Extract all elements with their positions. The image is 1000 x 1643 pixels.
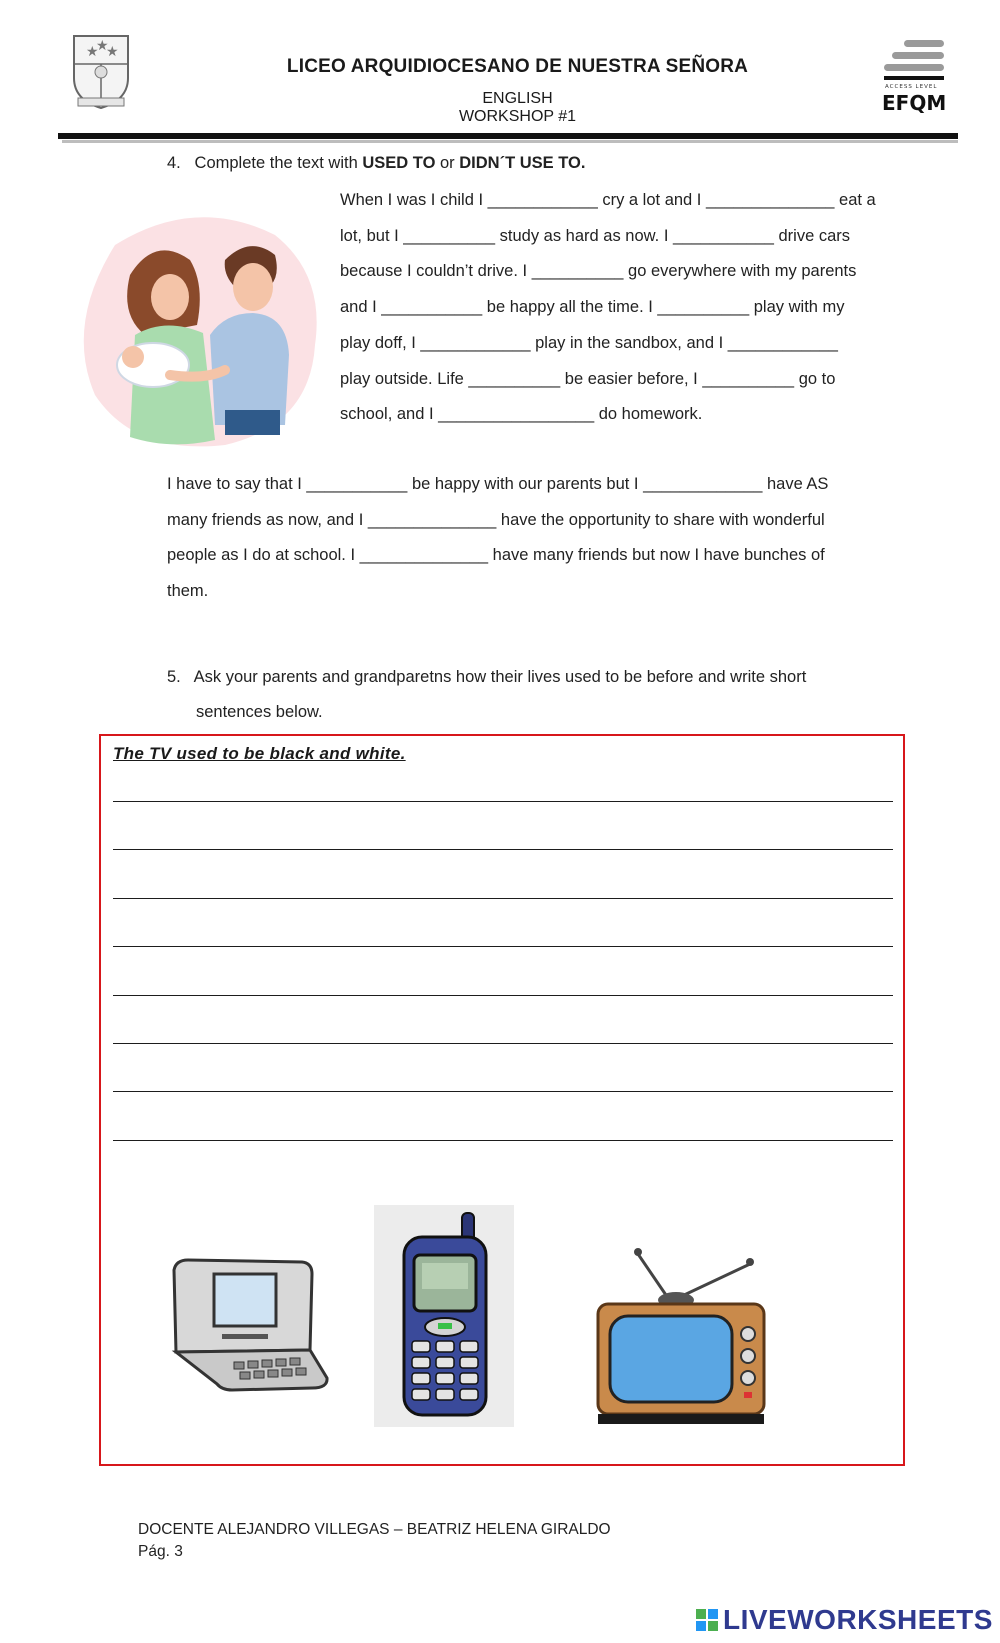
question-4-prompt xyxy=(167,146,585,182)
workshop-label: WORKSHOP #1 xyxy=(458,108,577,125)
efqm-text: EFQM xyxy=(882,91,947,115)
paragraph-2-line: people as I do at school. I ______________ have many friends but now I have bunches of xyxy=(167,546,825,565)
answer-line[interactable] xyxy=(113,946,893,947)
paragraph-1-line: lot, but I __________ study as hard as now. I ___________ drive cars xyxy=(340,226,851,245)
svg-text:★: ★ xyxy=(86,44,99,60)
footer-teachers: DOCENTE ALEJANDRO VILLEGAS – BEATRIZ HELENA GIRALDO xyxy=(138,1521,611,1538)
footer-page-number: Pág. 3 xyxy=(138,1543,183,1560)
answer-line[interactable] xyxy=(113,1043,893,1044)
paragraph-1-line: When I was I child I ____________ cry a lot and I ______________ eat a xyxy=(340,191,876,209)
answer-line[interactable] xyxy=(113,1091,893,1092)
option-used-to: USED TO xyxy=(362,154,436,172)
paragraph-1-line: school, and I _________________ do homework. xyxy=(340,405,703,424)
efqm-caption: ACCESS LEVEL xyxy=(885,84,938,90)
question-4-text: Complete the text with xyxy=(194,154,363,172)
subject-label: ENGLISH xyxy=(482,90,553,107)
paragraph-1-line: because I couldn’t drive. I __________ go everywhere with my parents xyxy=(340,262,857,281)
old-computer-image xyxy=(162,1238,337,1403)
paragraph-1-line: play outside. Life __________ be easier before, I __________ go to xyxy=(340,369,836,388)
paragraph-2-line: them. xyxy=(167,582,209,601)
svg-text:★: ★ xyxy=(106,44,119,60)
family-illustration xyxy=(75,205,325,455)
efqm-logo xyxy=(880,38,950,118)
paragraph-2-line: many friends as now, and I ______________ have the opportunity to share with wonderful xyxy=(167,510,825,529)
paragraph-1-line: play doff, I ____________ play in the sandbox, and I ____________ xyxy=(340,333,838,352)
answer-line[interactable] xyxy=(113,801,893,802)
question-4-paragraph-2 xyxy=(167,467,907,610)
answer-line[interactable] xyxy=(113,849,893,850)
header-divider-shadow xyxy=(62,140,958,143)
liveworksheets-logo[interactable] xyxy=(695,1603,993,1637)
answer-line[interactable] xyxy=(113,995,893,996)
old-mobile-phone-image xyxy=(374,1205,514,1427)
liveworksheets-icon xyxy=(695,1608,719,1632)
paragraph-1-line: and I ___________ be happy all the time. I __________ play with my xyxy=(340,298,845,317)
example-sentence: The TV used to be black and white. xyxy=(113,744,406,763)
question-5-prompt-cont: sentences below. xyxy=(196,703,323,721)
header-divider xyxy=(58,133,958,139)
liveworksheets-text: LIVEWORKSHEETS xyxy=(723,1604,993,1635)
old-television-image xyxy=(590,1238,770,1428)
question-4-or: or xyxy=(435,154,460,172)
answer-line[interactable] xyxy=(113,898,893,899)
question-4-number: 4. xyxy=(167,154,181,172)
svg-text:★: ★ xyxy=(96,38,109,54)
paragraph-2-line: I have to say that I ___________ be happy with our parents but I _____________ have AS xyxy=(167,475,829,493)
school-name: LICEO ARQUIDIOCESANO DE NUESTRA SEÑORA xyxy=(286,56,749,77)
option-didnt-use-to: DIDN´T USE TO. xyxy=(459,154,586,172)
answer-line[interactable] xyxy=(113,1140,893,1141)
question-4-paragraph-1 xyxy=(340,183,910,433)
question-5-prompt: 5. Ask your parents and grandparetns how their lives used to be before and write short xyxy=(167,668,807,686)
